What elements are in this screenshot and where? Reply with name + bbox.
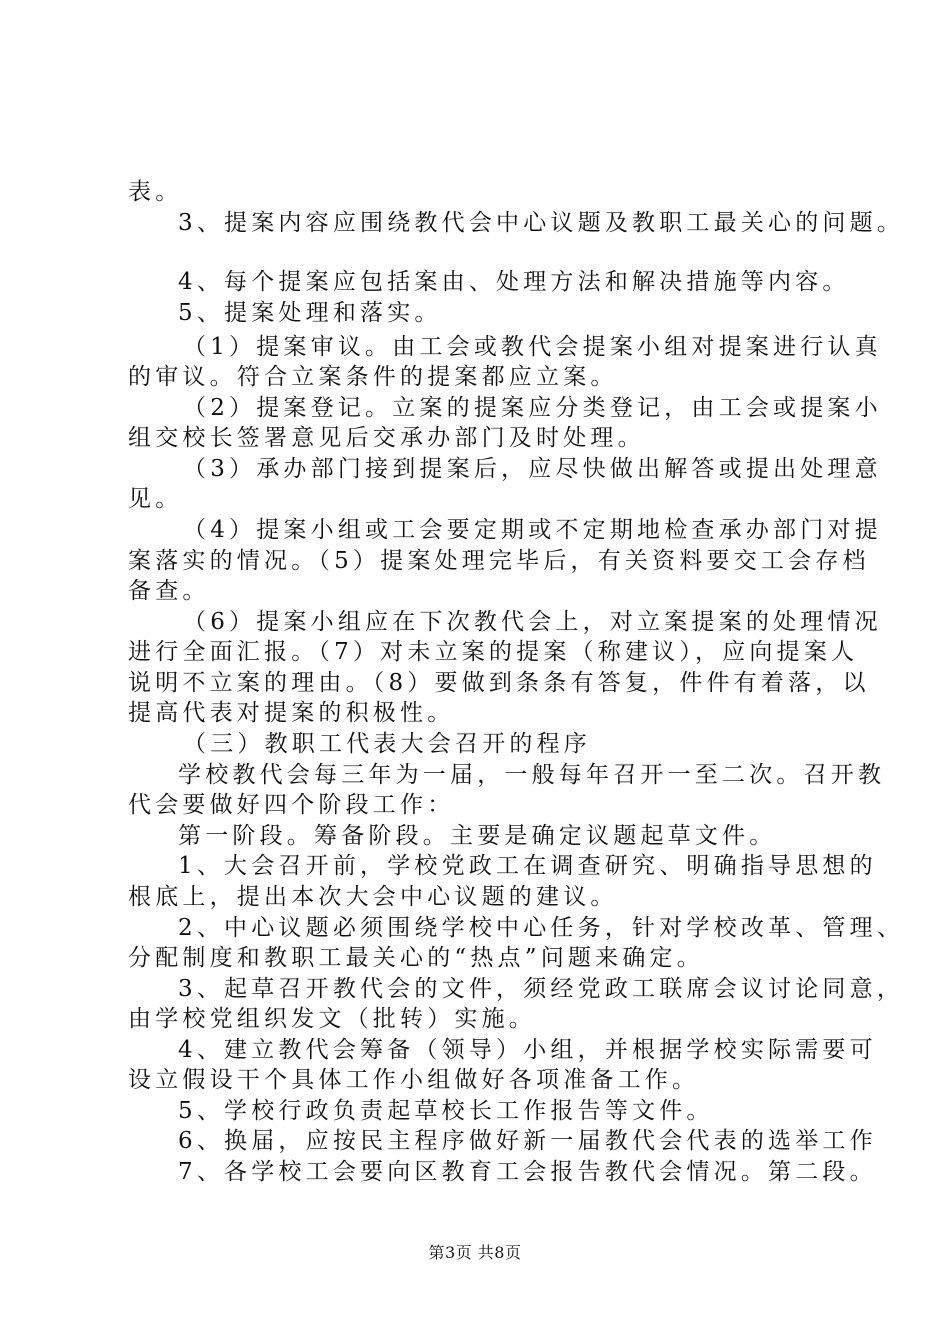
body-line: 5、提案处理和落实。 (178, 300, 442, 326)
page-footer: 第3页 共8页 (428, 1243, 522, 1262)
body-line: 备查。 (128, 578, 210, 604)
body-line: 代会要做好四个阶段工作： (128, 792, 455, 818)
body-line: （6）提案小组应在下次教代会上，对立案提案的处理情况 (183, 609, 882, 635)
body-line: 进行全面汇报。（7）对未立案的提案（称建议），应向提案人 (128, 639, 859, 665)
body-line: 6、换届，应按民主程序做好新一届教代会代表的选举工作 (178, 1128, 877, 1154)
body-line: 见。 (128, 486, 183, 512)
body-line: 的审议。符合立案条件的提案都应立案。 (128, 364, 618, 390)
body-line: 学校教代会每三年为一届，一般每年召开一至二次。召开教 (178, 762, 886, 788)
body-line: 分配制度和教职工最关心的“热点”问题来确定。 (128, 945, 704, 971)
section-heading: （三）教职工代表大会召开的程序 (183, 731, 591, 757)
body-line: 设立假设干个具体工作小组做好各项准备工作。 (128, 1067, 700, 1093)
body-line: 3、提案内容应围绕教代会中心议题及教职工最关心的问题。 (178, 210, 905, 236)
body-line: 2、中心议题必须围绕学校中心任务，针对学校改革、管理、 (178, 915, 905, 941)
body-line: 根底上，提出本次大会中心议题的建议。 (128, 884, 618, 910)
body-line: （1）提案审议。由工会或教代会提案小组对提案进行认真 (183, 334, 882, 360)
body-line: 说明不立案的理由。（8）要做到条条有答复，件件有着落，以 (128, 670, 870, 696)
body-line: 5、学校行政负责起草校长工作报告等文件。 (178, 1098, 714, 1124)
body-line: 提高代表对提案的积极性。 (128, 700, 455, 726)
body-line: 7、各学校工会要向区教育工会报告教代会情况。第二段。 (178, 1159, 877, 1185)
body-line: 1、大会召开前，学校党政工在调查研究、明确指导思想的 (178, 853, 877, 879)
body-line: 由学校党组织发文（批转）实施。 (128, 1006, 536, 1032)
body-line: 第一阶段。筹备阶段。主要是确定议题起草文件。 (178, 823, 777, 849)
body-line: 表。 (128, 179, 183, 205)
body-line: （4）提案小组或工会要定期或不定期地检查承办部门对提 (183, 517, 882, 543)
body-line: 4、建立教代会筹备（领导）小组，并根据学校实际需要可 (178, 1037, 877, 1063)
body-line: （2）提案登记。立案的提案应分类登记，由工会或提案小 (183, 395, 882, 421)
body-line: 4、每个提案应包括案由、处理方法和解决措施等内容。 (178, 269, 850, 295)
body-line: 3、起草召开教代会的文件，须经党政工联席会议讨论同意， (178, 976, 905, 1002)
body-line: （3）承办部门接到提案后，应尽快做出解答或提出处理意 (183, 456, 882, 482)
body-line: 组交校长签署意见后交承办部门及时处理。 (128, 425, 645, 451)
body-line: 案落实的情况。（5）提案处理完毕后，有关资料要交工会存档 (128, 548, 870, 574)
